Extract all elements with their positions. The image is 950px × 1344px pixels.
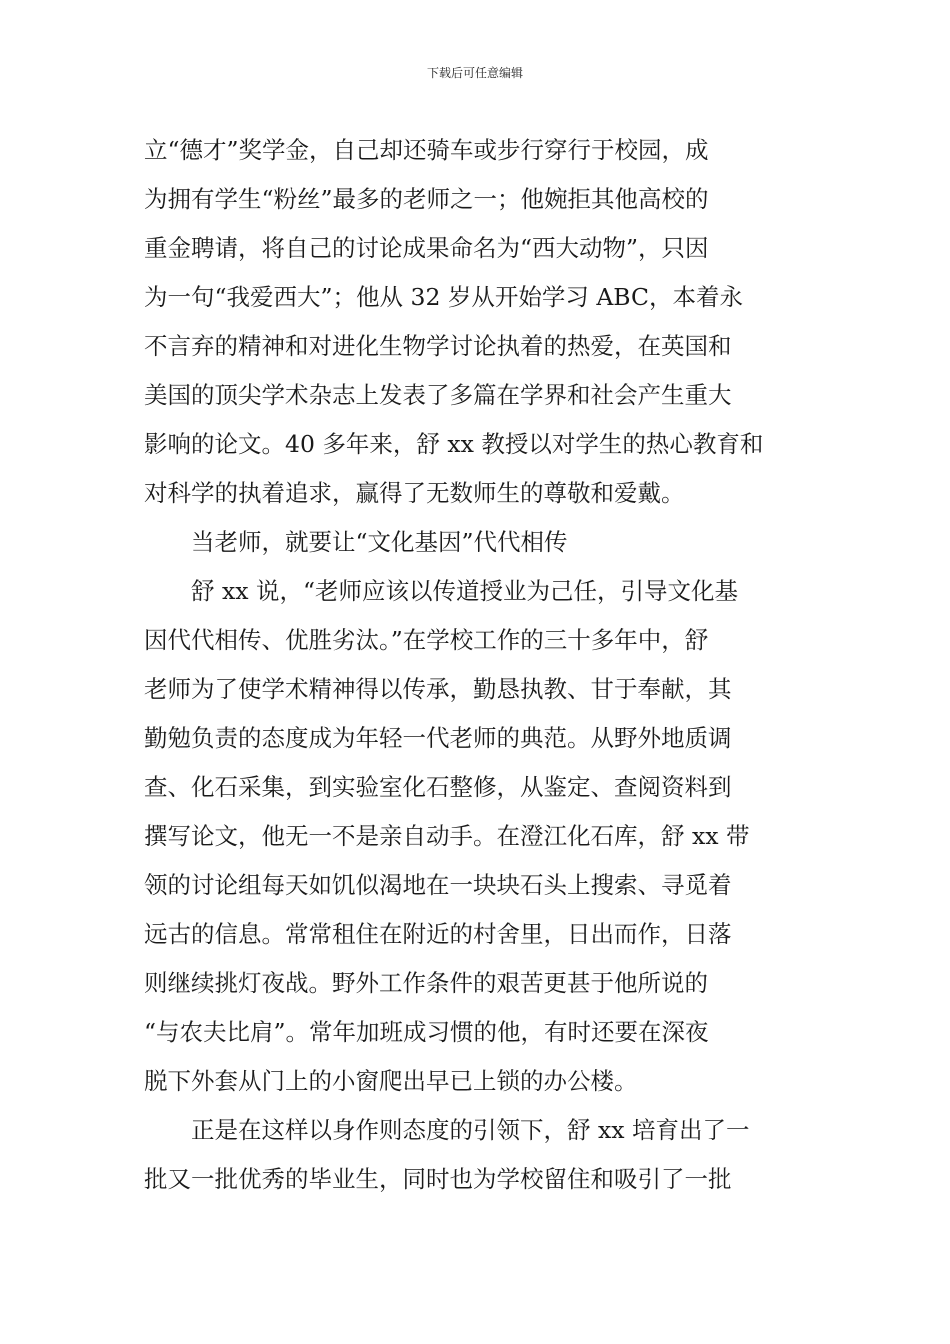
text-line: 则继续挑灯夜战。野外工作条件的艰苦更甚于他所说的 bbox=[144, 969, 708, 997]
text-line: 批又一批优秀的毕业生，同时也为学校留住和吸引了一批 bbox=[144, 1165, 732, 1193]
text-line: 立“德才”奖学金，自己却还骑车或步行穿行于校园，成 bbox=[144, 136, 709, 164]
text-line: 撰写论文，他无一不是亲自动手。在澄江化石库，舒 xx 带 bbox=[144, 822, 750, 850]
text-line: 领的讨论组每天如饥似渴地在一块块石头上搜索、寻觅着 bbox=[144, 871, 732, 899]
document-body bbox=[144, 126, 810, 1204]
text-line: “与农夫比肩”。常年加班成习惯的他，有时还要在深夜 bbox=[144, 1018, 709, 1046]
text-line: 查、化石采集，到实验室化石整修，从鉴定、查阅资料到 bbox=[144, 773, 732, 801]
text-line: 老师为了使学术精神得以传承，勤恳执教、甘于奉献，其 bbox=[144, 675, 732, 703]
text-line: 脱下外套从门上的小窗爬出早已上锁的办公楼。 bbox=[144, 1067, 638, 1095]
text-line: 正是在这样以身作则态度的引领下，舒 xx 培育出了一 bbox=[191, 1116, 750, 1144]
text-line: 舒 xx 说，“老师应该以传道授业为己任，引导文化基 bbox=[191, 577, 738, 605]
text-line: 远古的信息。常常租住在附近的村舍里，日出而作，日落 bbox=[144, 920, 732, 948]
text-line: 因代代相传、优胜劣汰。”在学校工作的三十多年中，舒 bbox=[144, 626, 709, 654]
text-line: 为一句“我爱西大”；他从 32 岁从开始学习 ABC，本着永 bbox=[144, 283, 743, 311]
page-header: 下载后可任意编辑 bbox=[426, 66, 523, 80]
text-line: 为拥有学生“粉丝”最多的老师之一；他婉拒其他高校的 bbox=[144, 185, 709, 213]
text-line: 重金聘请，将自己的讨论成果命名为“西大动物”，只因 bbox=[144, 234, 709, 262]
text-line: 影响的论文。40 多年来，舒 xx 教授以对学生的热心教育和 bbox=[144, 430, 764, 458]
text-line: 对科学的执着追求，赢得了无数师生的尊敬和爱戴。 bbox=[144, 479, 685, 507]
text-line: 勤勉负责的态度成为年轻一代老师的典范。从野外地质调 bbox=[144, 724, 732, 752]
text-line: 不言弃的精神和对进化生物学讨论执着的热爱，在英国和 bbox=[144, 332, 732, 360]
section-heading: 当老师，就要让“文化基因”代代相传 bbox=[191, 528, 568, 556]
text-line: 美国的顶尖学术杂志上发表了多篇在学界和社会产生重大 bbox=[144, 381, 732, 409]
